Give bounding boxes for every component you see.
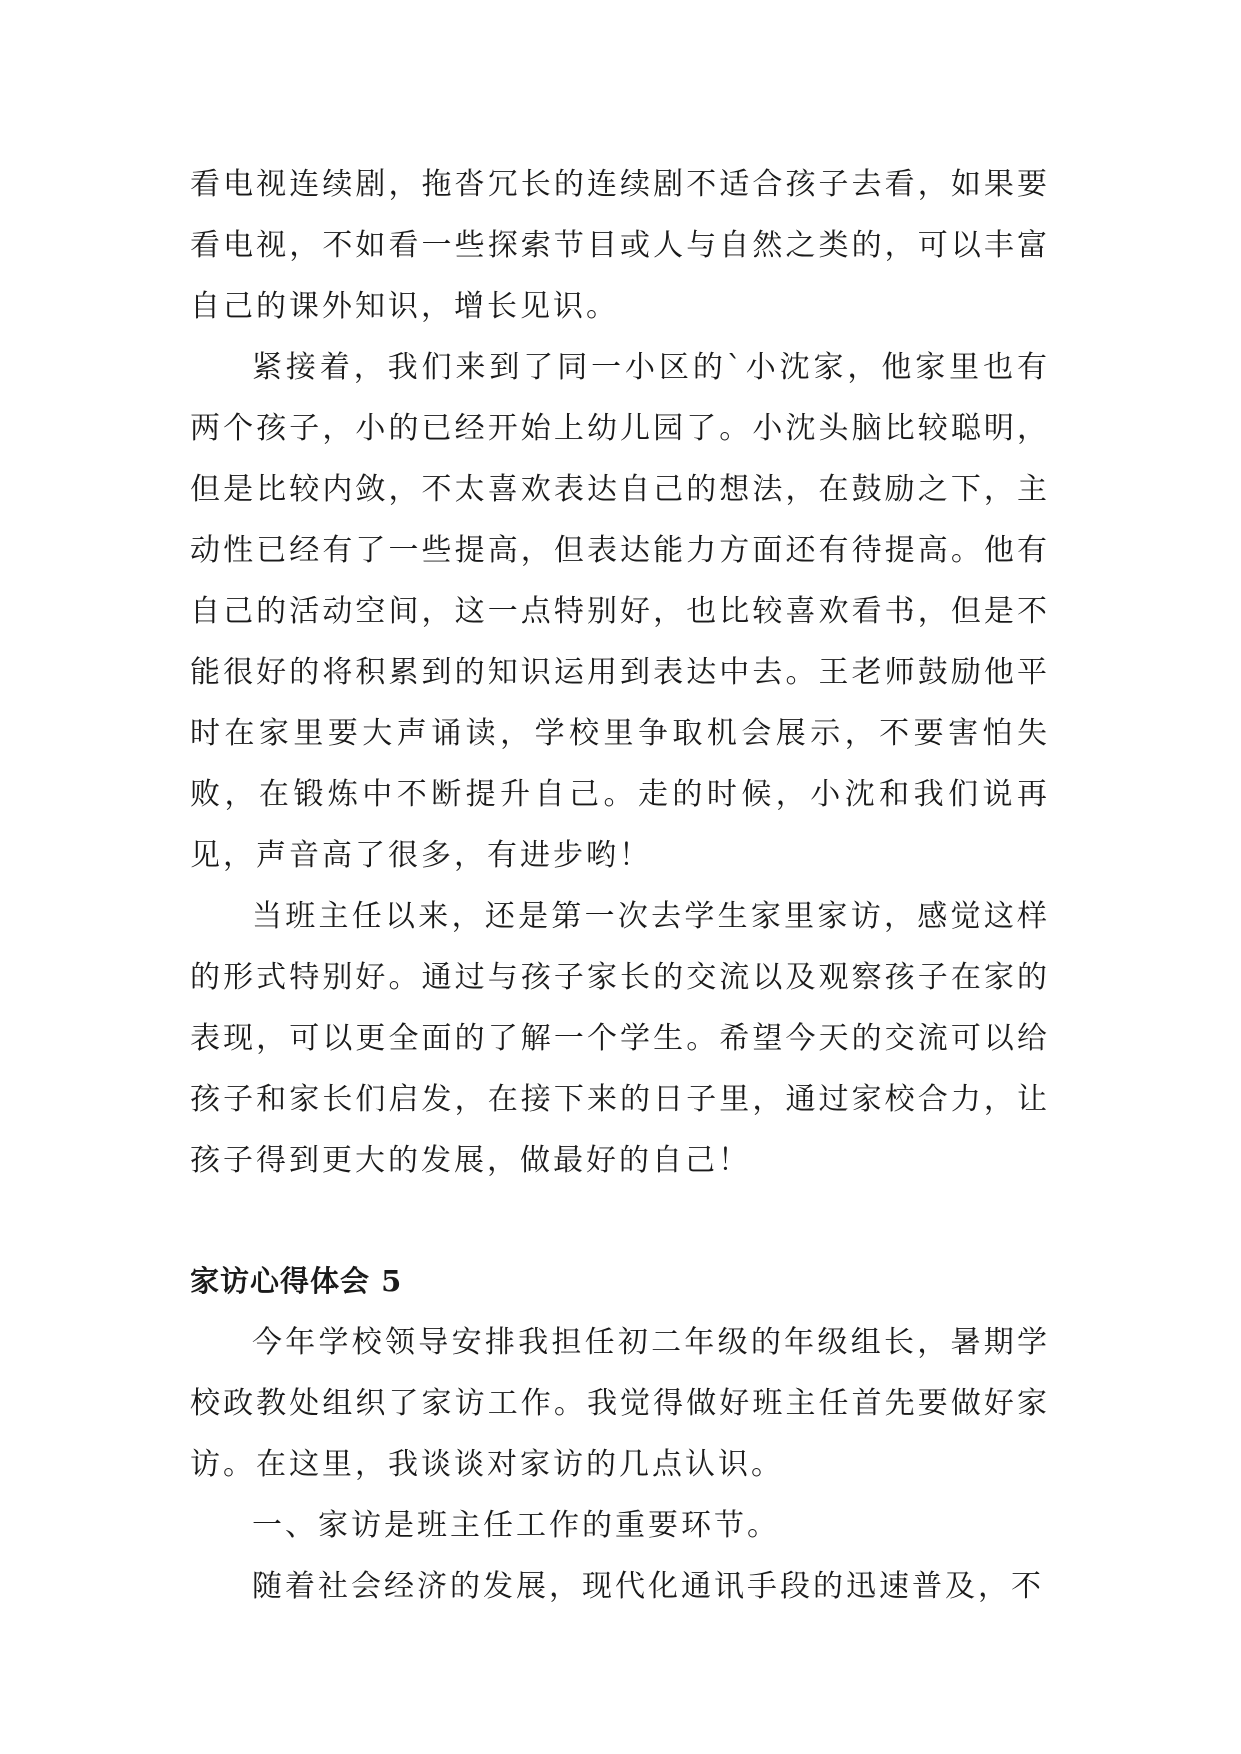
paragraph: 当班主任以来，还是第一次去学生家里家访，感觉这样的形式特别好。通过与孩子家长的交流以及观察孩子在家的表现，可以更全面的了解一个学生。希望今天的交流可以给孩子和家长们启发，在接下来的日子里，通过家校合力，让孩子得到更大的发展，做最好的自己！: [190, 899, 1050, 1178]
section-heading: 家访心得体会 5: [190, 1264, 403, 1298]
document-body: [190, 154, 1050, 1617]
paragraph: 随着社会经济的发展，现代化通讯手段的迅速普及，不: [252, 1569, 1044, 1604]
paragraph: 紧接着，我们来到了同一小区的`小沈家，他家里也有两个孩子，小的已经开始上幼儿园了。小沈头脑比较聪明，但是比较内敛，不太喜欢表达自己的想法，在鼓励之下，主动性已经有了一些提高，但表达能力方面还有待提高。他有自己的活动空间，这一点特别好，也比较喜欢看书，但是不能很好的将积累到的知识运用到表达中去。王老师鼓励他平时在家里要大声诵读，学校里争取机会展示，不要害怕失败，在锻炼中不断提升自己。走的时候，小沈和我们说再见，声音高了很多，有进步哟！: [190, 350, 1050, 873]
paragraph: 看电视连续剧，拖沓冗长的连续剧不适合孩子去看，如果要看电视，不如看一些探索节目或人与自然之类的，可以丰富自己的课外知识，增长见识。: [190, 167, 1050, 324]
paragraph: 今年学校领导安排我担任初二年级的年级组长，暑期学校政教处组织了家访工作。我觉得做好班主任首先要做好家访。在这里，我谈谈对家访的几点认识。: [190, 1325, 1050, 1482]
paragraph: 一、家访是班主任工作的重要环节。: [252, 1508, 780, 1543]
